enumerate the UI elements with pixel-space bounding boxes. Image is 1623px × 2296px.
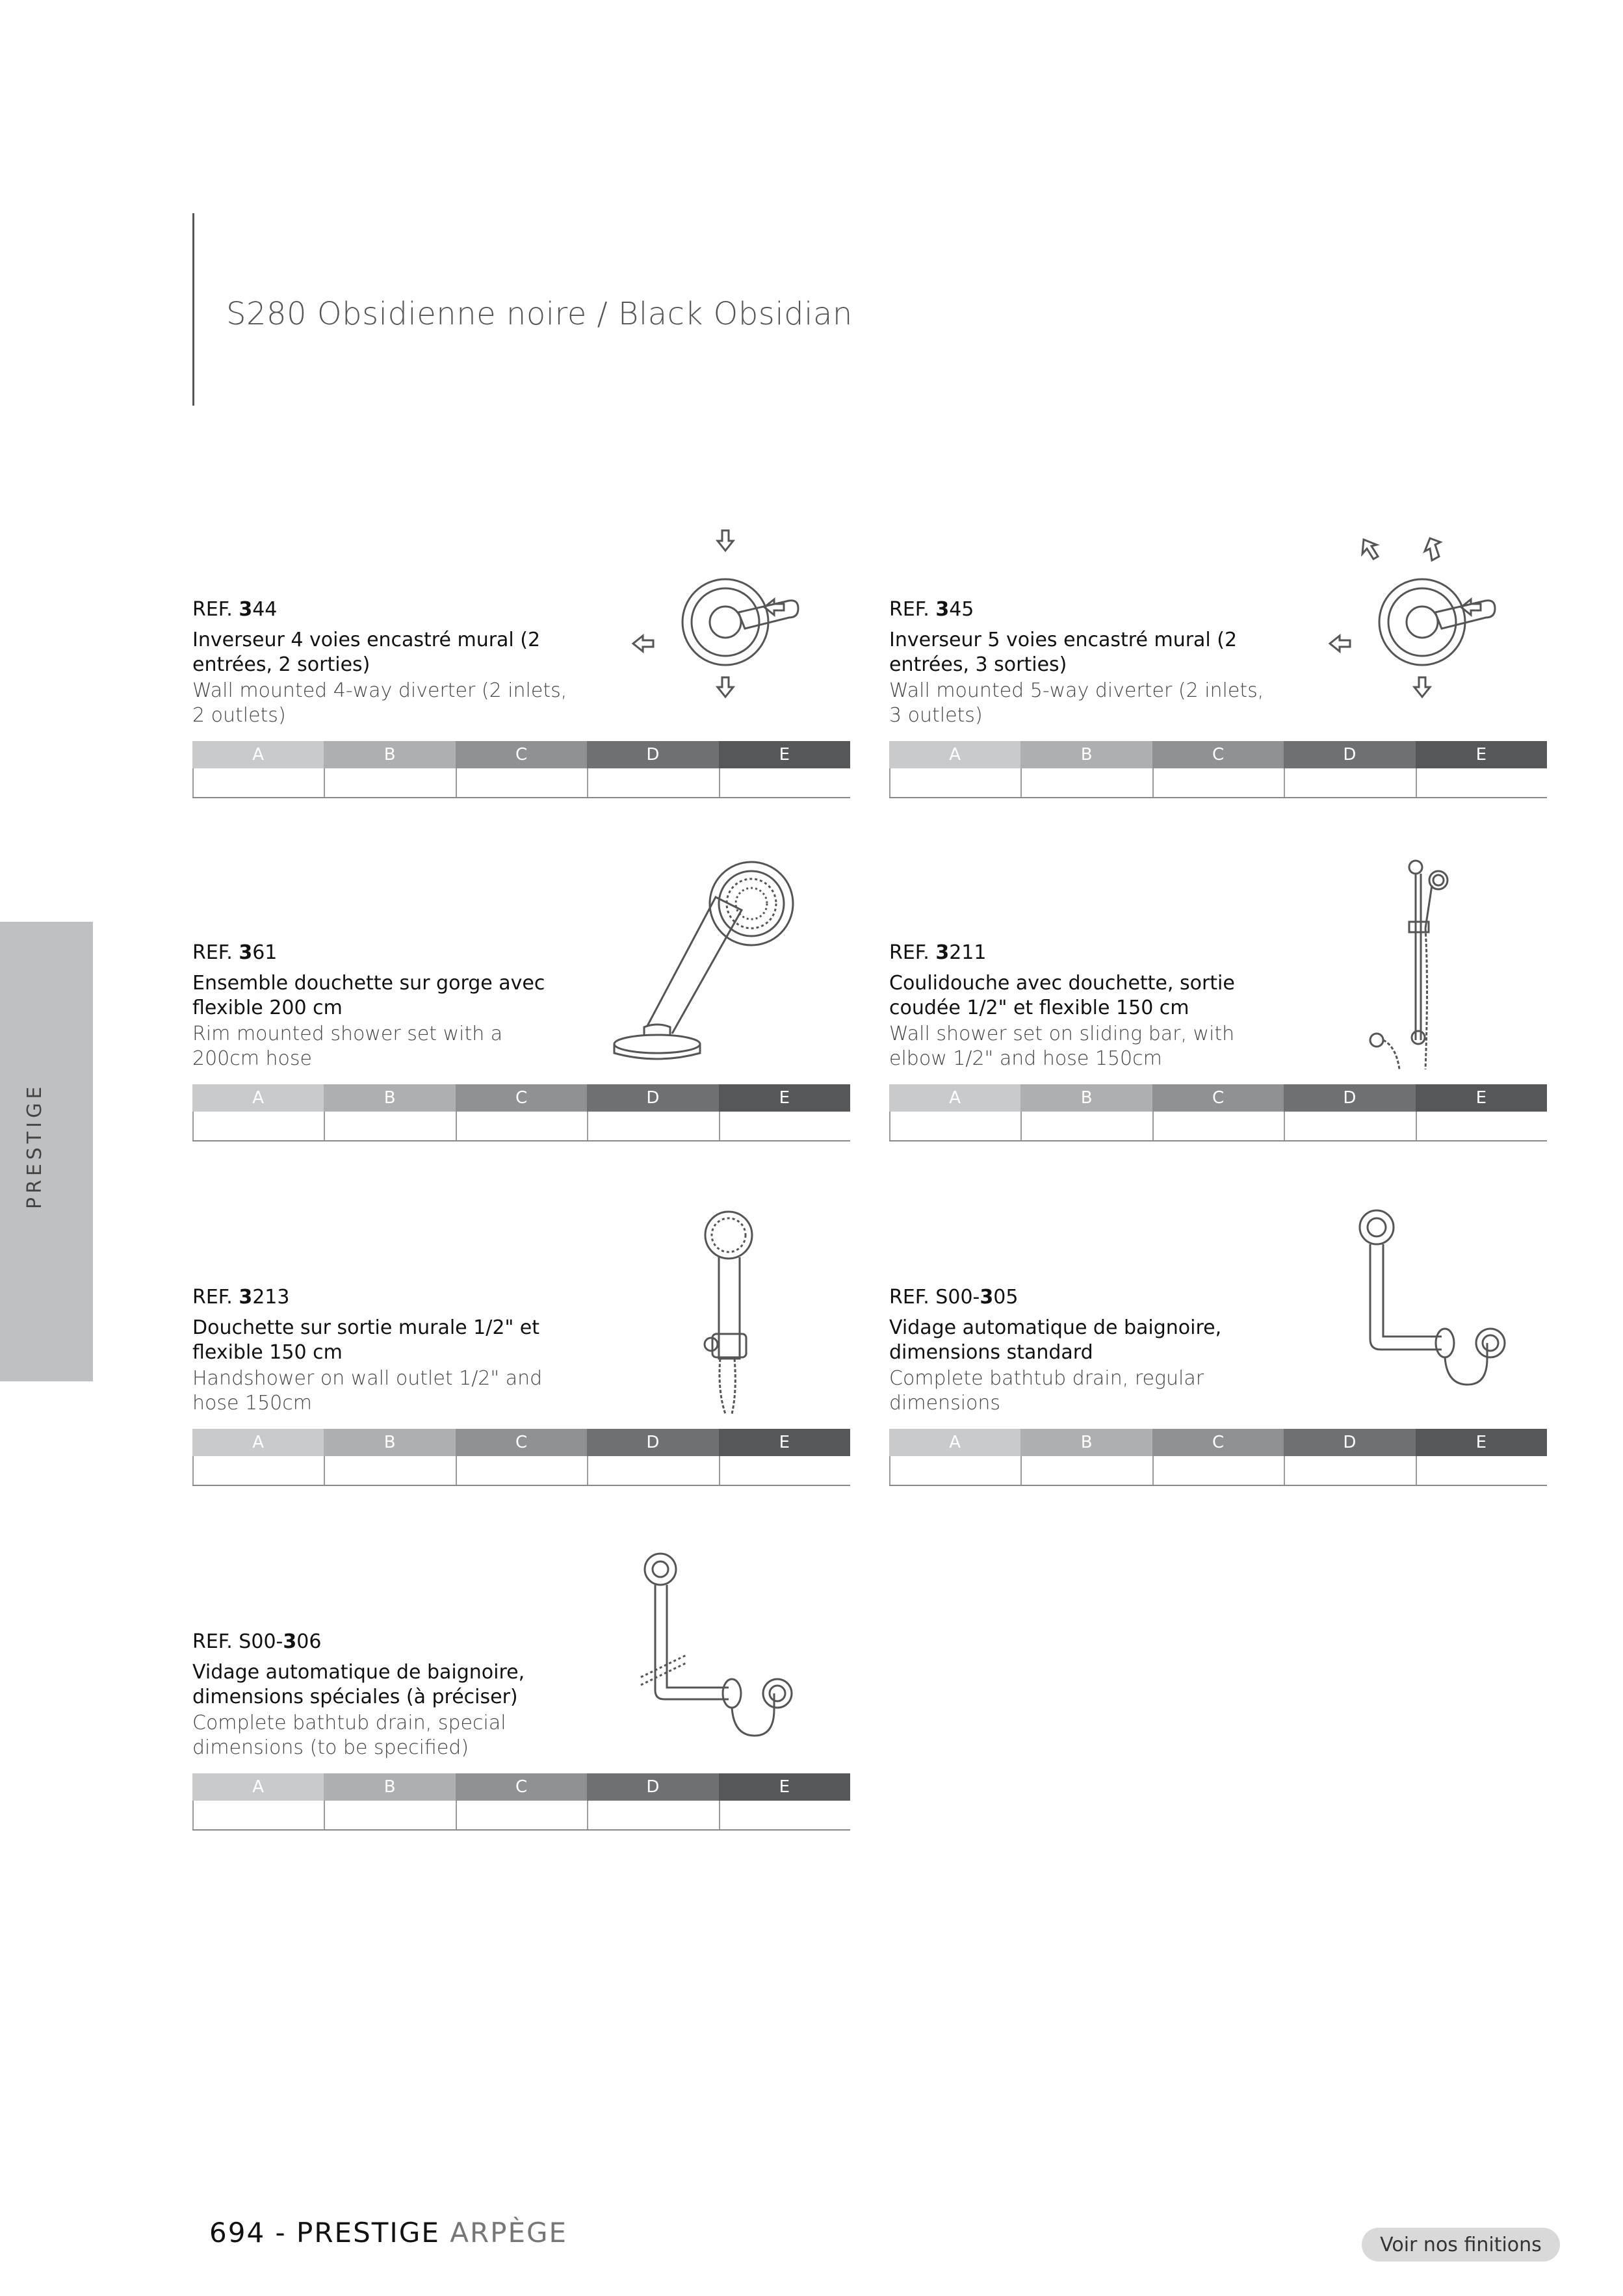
- diverter-5-way-icon: [1292, 508, 1546, 729]
- options-table: [192, 741, 850, 798]
- option-cell: [719, 1801, 850, 1829]
- option-cell: [889, 1456, 1020, 1485]
- option-cell: [1020, 1456, 1152, 1485]
- product-ref: REF. S00-306: [192, 1630, 322, 1653]
- options-table: [192, 1084, 850, 1141]
- option-cell: [1152, 1456, 1284, 1485]
- option-cell: [587, 1456, 718, 1485]
- option-cell: [719, 1112, 850, 1140]
- option-cell: [587, 1801, 718, 1829]
- product-description-fr: Inverseur 4 voies encastré mural (2 entrées, 2 sorties): [192, 629, 541, 676]
- option-header-a: A: [192, 1429, 324, 1456]
- product-ref: REF. 345: [889, 598, 974, 621]
- bathtub-drain-special-icon: [595, 1541, 849, 1762]
- option-cell: [1152, 768, 1284, 797]
- option-header-a: A: [192, 1084, 324, 1112]
- option-cell: [1284, 1112, 1415, 1140]
- option-header-e: E: [719, 1773, 850, 1801]
- option-cell: [192, 768, 324, 797]
- option-header-d: D: [1284, 741, 1415, 768]
- product-description-en: Complete bathtub drain, special dimensions (to be specified): [192, 1712, 506, 1759]
- option-header-b: B: [324, 741, 455, 768]
- option-header-c: C: [1152, 1084, 1284, 1112]
- product-ref: REF. 344: [192, 598, 278, 621]
- option-header-b: B: [1020, 1084, 1152, 1112]
- option-cell: [324, 1112, 455, 1140]
- product-ref: REF. 3213: [192, 1286, 290, 1309]
- option-header-b: B: [324, 1084, 455, 1112]
- product-card: [889, 508, 1547, 807]
- sliding-bar-shower-icon: [1292, 852, 1546, 1073]
- title-accent-bar: [192, 213, 194, 406]
- option-header-b: B: [1020, 741, 1152, 768]
- option-header-c: C: [456, 1773, 587, 1801]
- option-header-a: A: [192, 1773, 324, 1801]
- handshower-wall-outlet-icon: [595, 1196, 849, 1417]
- option-cell: [192, 1112, 324, 1140]
- option-header-c: C: [456, 1084, 587, 1112]
- option-cell: [587, 768, 718, 797]
- option-cell: [587, 1112, 718, 1140]
- option-header-b: B: [324, 1773, 455, 1801]
- product-description-fr: Vidage automatique de baignoire, dimensions standard: [889, 1316, 1222, 1364]
- page-footer: 694 - PRESTIGE ARPÈGE: [209, 2217, 568, 2249]
- see-finishes-button[interactable]: Voir nos finitions: [1362, 2228, 1560, 2262]
- brand-name: PRESTIGE: [296, 2217, 440, 2249]
- product-card: [192, 852, 850, 1151]
- diverter-4-way-icon: [595, 508, 849, 729]
- collection-name: ARPÈGE: [450, 2217, 568, 2249]
- product-description-en: Complete bathtub drain, regular dimensions: [889, 1367, 1204, 1415]
- option-header-b: B: [324, 1429, 455, 1456]
- product-ref: REF. S00-305: [889, 1286, 1019, 1309]
- option-header-c: C: [456, 1429, 587, 1456]
- options-table: [889, 741, 1547, 798]
- option-header-e: E: [719, 741, 850, 768]
- page-number: 694: [209, 2217, 266, 2249]
- option-cell: [1416, 768, 1547, 797]
- product-description-en: Wall mounted 4-way diverter (2 inlets, 2 outlets): [192, 679, 567, 727]
- product-description-en: Handshower on wall outlet 1/2" and hose 150cm: [192, 1367, 543, 1415]
- option-cell: [889, 768, 1020, 797]
- option-cell: [324, 768, 455, 797]
- option-cell: [1020, 768, 1152, 797]
- product-ref: REF. 361: [192, 941, 278, 964]
- product-ref: REF. 3211: [889, 941, 987, 964]
- option-header-d: D: [587, 741, 718, 768]
- option-header-a: A: [192, 741, 324, 768]
- option-cell: [1416, 1112, 1547, 1140]
- options-table: [192, 1429, 850, 1486]
- product-card: [889, 1196, 1547, 1495]
- product-card: [889, 852, 1547, 1151]
- product-card: [192, 508, 850, 807]
- option-cell: [324, 1801, 455, 1829]
- option-header-c: C: [1152, 741, 1284, 768]
- product-card: [192, 1541, 850, 1840]
- option-header-a: A: [889, 1429, 1020, 1456]
- option-cell: [456, 768, 587, 797]
- option-cell: [719, 768, 850, 797]
- option-cell: [192, 1801, 324, 1829]
- options-table: [889, 1429, 1547, 1486]
- option-header-e: E: [719, 1084, 850, 1112]
- option-cell: [889, 1112, 1020, 1140]
- options-table: [192, 1773, 850, 1831]
- option-header-d: D: [1284, 1084, 1415, 1112]
- option-header-e: E: [1416, 1084, 1547, 1112]
- option-header-e: E: [1416, 741, 1547, 768]
- option-header-a: A: [889, 741, 1020, 768]
- product-description-fr: Ensemble douchette sur gorge avec flexible 200 cm: [192, 972, 545, 1019]
- product-description-fr: Inverseur 5 voies encastré mural (2 entrées, 3 sorties): [889, 629, 1238, 676]
- option-cell: [1152, 1112, 1284, 1140]
- option-header-d: D: [587, 1084, 718, 1112]
- option-header-e: E: [1416, 1429, 1547, 1456]
- option-header-b: B: [1020, 1429, 1152, 1456]
- option-cell: [456, 1112, 587, 1140]
- product-description-en: Wall mounted 5-way diverter (2 inlets, 3 outlets): [889, 679, 1264, 727]
- product-description-fr: Coulidouche avec douchette, sortie coudée 1/2" et flexible 150 cm: [889, 972, 1235, 1019]
- product-description-fr: Vidage automatique de baignoire, dimensions spéciales (à préciser): [192, 1661, 525, 1708]
- option-cell: [1284, 768, 1415, 797]
- product-description-en: Rim mounted shower set with a 200cm hose: [192, 1023, 503, 1070]
- product-description-fr: Douchette sur sortie murale 1/2" et flexible 150 cm: [192, 1316, 539, 1364]
- options-table: [889, 1084, 1547, 1141]
- product-description-en: Wall shower set on sliding bar, with elbow 1/2" and hose 150cm: [889, 1023, 1235, 1070]
- option-cell: [456, 1801, 587, 1829]
- rim-shower-set-icon: [595, 852, 849, 1073]
- option-cell: [719, 1456, 850, 1485]
- section-side-tab: [0, 922, 93, 1381]
- option-header-d: D: [1284, 1429, 1415, 1456]
- option-cell: [324, 1456, 455, 1485]
- product-card: [192, 1196, 850, 1495]
- option-header-a: A: [889, 1084, 1020, 1112]
- option-cell: [1284, 1456, 1415, 1485]
- option-header-c: C: [1152, 1429, 1284, 1456]
- bathtub-drain-standard-icon: [1292, 1196, 1546, 1417]
- option-header-c: C: [456, 741, 587, 768]
- option-cell: [192, 1456, 324, 1485]
- option-cell: [1020, 1112, 1152, 1140]
- option-header-d: D: [587, 1429, 718, 1456]
- option-header-d: D: [587, 1773, 718, 1801]
- page-title: S280 Obsidienne noire / Black Obsidian: [226, 296, 853, 332]
- option-cell: [1416, 1456, 1547, 1485]
- option-header-e: E: [719, 1429, 850, 1456]
- side-tab-label: PRESTIGE: [23, 1082, 46, 1209]
- option-cell: [456, 1456, 587, 1485]
